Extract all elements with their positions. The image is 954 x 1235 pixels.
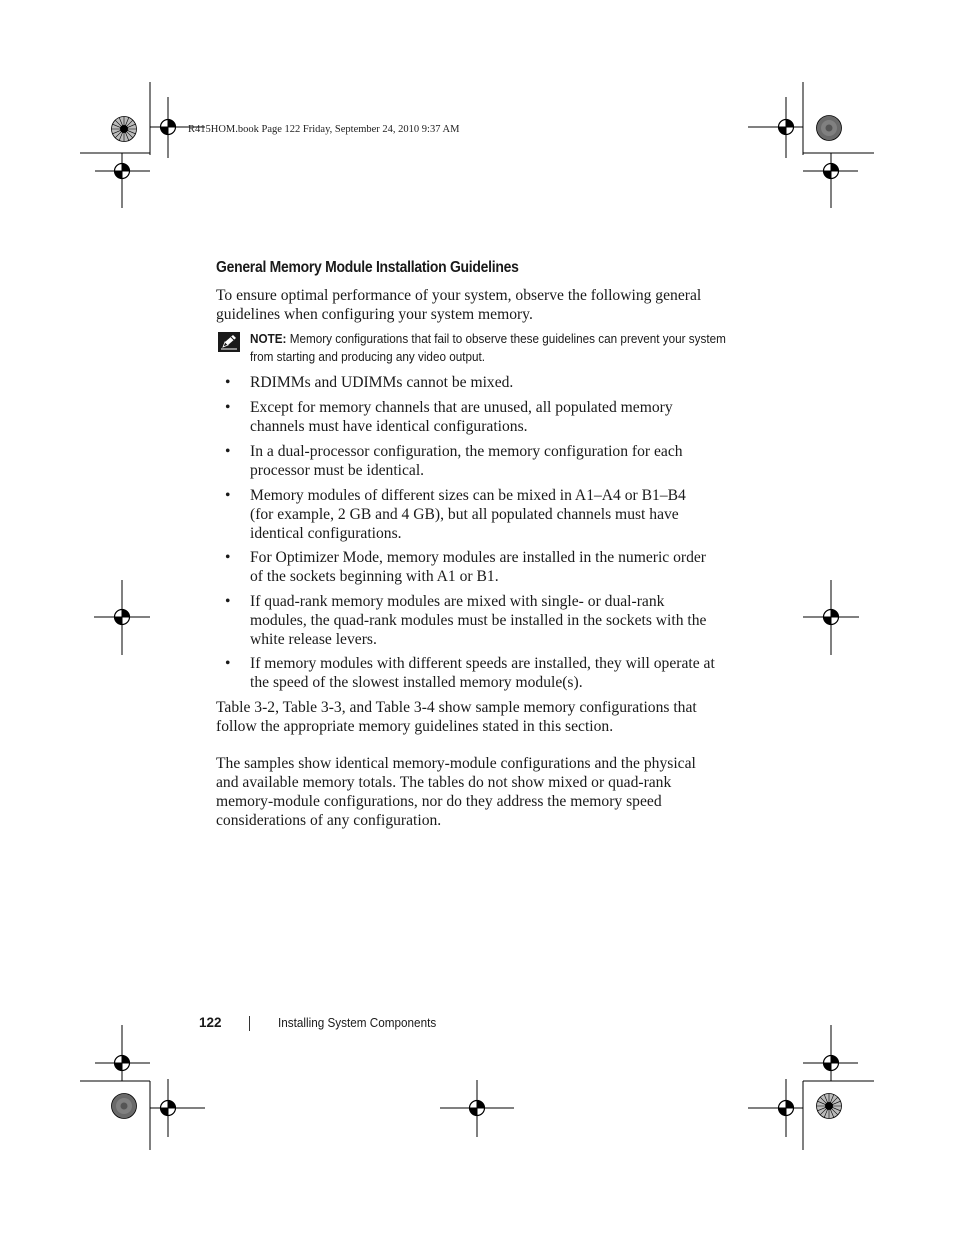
bullet-dot: • <box>225 399 231 416</box>
note-body: Memory configurations that fail to observe these guidelines can prevent your system from starting and producing any video output. <box>250 332 726 364</box>
list-item-text: For Optimizer Mode, memory modules are installed in the numeric order of the sockets beginning with A1 or B1. <box>250 549 706 585</box>
registration-mark-icon <box>824 610 839 625</box>
gray-target-icon <box>112 1094 137 1119</box>
section-title: General Memory Module Installation Guidelines <box>216 259 519 276</box>
bullet-dot: • <box>225 443 231 460</box>
list-item-text: If memory modules with different speeds are installed, they will operate at the speed of the slowest installed memory module(s). <box>250 655 715 691</box>
registration-mark-icon <box>470 1101 485 1116</box>
list-item-text: If quad-rank memory modules are mixed with single- or dual-rank modules, the quad-rank modules must be installed in the sockets with the white release levers. <box>250 593 707 648</box>
registration-mark-icon <box>779 120 794 135</box>
gray-target-icon <box>817 116 842 141</box>
registration-mark-icon <box>115 1056 130 1071</box>
intro-paragraph: To ensure optimal performance of your system, observe the following general guidelines when configuring your system memory. <box>216 287 702 323</box>
chapter-title: Installing System Components <box>278 1016 437 1030</box>
bullet-dot: • <box>225 374 231 391</box>
list-item-text: RDIMMs and UDIMMs cannot be mixed. <box>250 374 514 391</box>
tables-paragraph: Table 3-2, Table 3-3, and Table 3-4 show sample memory configurations that follow the appropriate memory guidelines stated in this section. <box>216 699 697 735</box>
registration-mark-icon <box>115 610 130 625</box>
bullet-dot: • <box>225 487 231 504</box>
list-item-text: Except for memory channels that are unused, all populated memory channels must have identical configurations. <box>250 399 673 435</box>
registration-mark-icon <box>161 1101 176 1116</box>
registration-mark-icon <box>779 1101 794 1116</box>
crop-header-info: R415HOM.book Page 122 Friday, September 24, 2010 9:37 AM <box>188 124 460 135</box>
bullet-dot: • <box>225 655 231 672</box>
registration-mark-icon <box>824 164 839 179</box>
list-item-text: In a dual-processor configuration, the memory configuration for each processor must be identical. <box>250 443 683 479</box>
starburst-mark-icon <box>112 117 137 142</box>
page-number: 122 <box>199 1015 222 1030</box>
starburst-mark-icon <box>817 1094 842 1119</box>
registration-mark-icon <box>824 1056 839 1071</box>
registration-mark-icon <box>115 164 130 179</box>
list-item-text: Memory modules of different sizes can be mixed in A1–A4 or B1–B4 (for example, 2 GB and 4 GB), but all populated channels must have identical configurations. <box>250 487 686 542</box>
note-label: NOTE: <box>250 332 287 346</box>
pencil-note-icon <box>218 332 240 352</box>
note-text <box>250 331 734 366</box>
bullet-dot: • <box>225 549 231 566</box>
samples-paragraph: The samples show identical memory-module configurations and the physical and available memory totals. The tables do not show mixed or quad-rank memory-module configurations, nor do they address the memory speed considerations of any configuration. <box>216 755 696 829</box>
bullet-dot: • <box>225 593 231 610</box>
footer-divider <box>249 1016 250 1031</box>
registration-mark-icon <box>161 120 176 135</box>
